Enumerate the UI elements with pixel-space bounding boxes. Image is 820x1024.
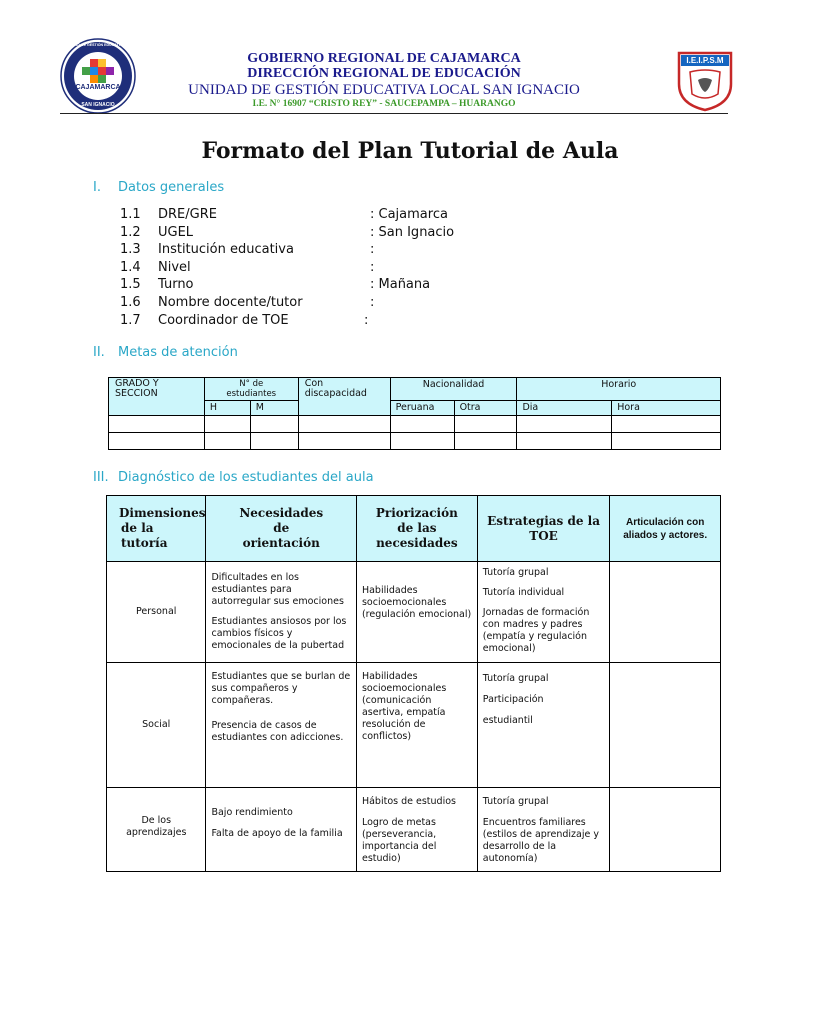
diag-header-priorizacion xyxy=(356,496,477,562)
diag-estrategia-item: Encuentros familiares (estilos de aprendizaje y desarrollo de la autonomía) xyxy=(482,817,599,864)
metas-cell[interactable] xyxy=(517,416,612,433)
datos-num: 1.7 xyxy=(120,313,141,328)
metas-cell[interactable] xyxy=(250,433,298,450)
diag-priorizacion-item: Habilidades socioemocionales (comunicación asertiva, empatía resolución de conflictos) xyxy=(361,671,447,742)
diag-articulacion[interactable] xyxy=(610,788,721,872)
diag-header-line: orientación xyxy=(242,536,320,550)
header-direccion: DIRECCIÓN REGIONAL DE EDUCACIÓN xyxy=(247,66,521,81)
metas-cell[interactable] xyxy=(517,433,612,450)
datos-value: : xyxy=(370,295,375,310)
diag-header-articulacion xyxy=(610,496,721,562)
diag-header-line: Priorización xyxy=(375,506,458,520)
metas-header-dia: Dia xyxy=(517,401,612,416)
metas-header-con-line: discapacidad xyxy=(304,388,367,399)
section-metas xyxy=(93,345,238,360)
diag-priorizacion xyxy=(356,788,477,872)
diag-estrategia-item: Participación xyxy=(482,694,544,705)
diag-estrategias xyxy=(477,562,610,663)
metas-header-hora: Hora xyxy=(612,401,721,416)
datos-label: Institución educativa xyxy=(158,242,294,257)
metas-cell[interactable] xyxy=(454,433,517,450)
datos-label: Turno xyxy=(158,277,194,292)
datos-label: Nombre docente/tutor xyxy=(158,295,303,310)
metas-cell[interactable] xyxy=(612,433,721,450)
section-label: Metas de atención xyxy=(118,345,238,360)
diag-row-personal xyxy=(107,562,721,663)
diag-estrategia-item: Tutoría grupal xyxy=(482,567,549,578)
diag-priorizacion xyxy=(356,562,477,663)
diag-necesidad-item: Estudiantes que se burlan de sus compañeros y compañeras. xyxy=(211,671,351,706)
section-diagnostico xyxy=(93,470,374,485)
metas-cell[interactable] xyxy=(298,416,390,433)
diag-necesidad-item: Falta de apoyo de la familia xyxy=(211,828,343,839)
metas-header-nacionalidad: Nacionalidad xyxy=(390,378,517,401)
metas-cell[interactable] xyxy=(250,416,298,433)
metas-header-num-line: N° de xyxy=(239,379,264,389)
diag-header-necesidades xyxy=(206,496,357,562)
diag-header-line: tutoría xyxy=(121,536,168,550)
metas-cell[interactable] xyxy=(298,433,390,450)
diag-dimension-label: De los xyxy=(141,814,172,826)
ugel-logo-bottom-text: SAN IGNACIO xyxy=(81,102,115,108)
diag-row-aprendizajes xyxy=(107,788,721,872)
diag-estrategia-item: Tutoría grupal xyxy=(482,796,549,807)
metas-header-horario: Horario xyxy=(517,378,721,401)
diag-articulacion[interactable] xyxy=(610,562,721,663)
diag-estrategias xyxy=(477,663,610,788)
metas-header-h: H xyxy=(204,401,250,416)
datos-value: : Mañana xyxy=(370,277,431,292)
datos-label: Coordinador de TOE xyxy=(158,313,289,328)
metas-table xyxy=(108,377,721,450)
diag-header-line: de las xyxy=(397,521,437,535)
diag-estrategias xyxy=(477,788,610,872)
datos-num: 1.1 xyxy=(120,207,141,222)
diag-necesidad-item: Bajo rendimiento xyxy=(211,807,293,818)
section-datos-generales xyxy=(93,180,224,195)
diag-estrategia-item: Tutoría grupal xyxy=(482,673,549,684)
datos-num: 1.2 xyxy=(120,225,141,240)
header-ugel: UNIDAD DE GESTIÓN EDUCATIVA LOCAL SAN IGNACIO xyxy=(188,82,580,98)
metas-header-otra: Otra xyxy=(454,401,517,416)
metas-header-grado-line: SECCION xyxy=(115,388,158,399)
datos-value: : xyxy=(370,242,375,257)
section-label: Datos generales xyxy=(118,180,225,195)
diag-priorizacion-item: Habilidades socioemocionales (regulación emocional) xyxy=(361,585,472,620)
diagnostico-table xyxy=(106,495,721,872)
diag-dimension xyxy=(107,663,206,788)
ugel-logo-text: CAJAMARCA xyxy=(75,84,121,91)
diag-header-line: Dimensiones xyxy=(119,506,206,520)
diag-necesidad-item: Dificultades en los estudiantes para autorregular sus emociones xyxy=(211,572,344,607)
diag-dimension-label: Personal xyxy=(136,606,177,617)
diag-header-line: Estrategias de la xyxy=(487,513,601,528)
diag-necesidad-item: Estudiantes ansiosos por los cambios físicos y emocionales de la pubertad xyxy=(211,616,347,651)
metas-header-con-line: Con xyxy=(304,378,324,389)
datos-label: DRE/GRE xyxy=(158,207,217,222)
diag-dimension xyxy=(107,562,206,663)
diag-row-social xyxy=(107,663,721,788)
diag-estrategia-item: Tutoría individual xyxy=(482,587,565,598)
datos-label: Nivel xyxy=(158,260,191,275)
diag-priorizacion-item: Hábitos de estudios xyxy=(361,796,456,807)
school-crest-text: I.E.I.P.S.M xyxy=(686,56,724,65)
metas-header-grado-line: GRADO Y xyxy=(115,378,159,389)
metas-cell[interactable] xyxy=(390,433,454,450)
datos-value: : Cajamarca xyxy=(370,207,448,222)
diag-header-dimensiones xyxy=(107,496,206,562)
metas-cell[interactable] xyxy=(204,416,250,433)
datos-value: : xyxy=(370,260,375,275)
metas-header-grado xyxy=(109,378,205,416)
metas-cell[interactable] xyxy=(109,416,205,433)
datos-num: 1.6 xyxy=(120,295,141,310)
section-number: III. xyxy=(93,470,109,485)
metas-cell[interactable] xyxy=(204,433,250,450)
diag-articulacion[interactable] xyxy=(610,663,721,788)
diag-dimension xyxy=(107,788,206,872)
metas-header-num-estudiantes xyxy=(204,378,298,401)
metas-empty-row xyxy=(109,416,721,433)
metas-cell[interactable] xyxy=(109,433,205,450)
section-label: Diagnóstico de los estudiantes del aula xyxy=(118,470,374,485)
metas-empty-row xyxy=(109,433,721,450)
diag-header-line: aliados y actores. xyxy=(623,529,708,541)
diag-necesidad-item: Presencia de casos de estudiantes con adicciones. xyxy=(211,720,344,743)
diag-header-line: Necesidades xyxy=(239,506,324,520)
diag-header-estrategias xyxy=(477,496,610,562)
datos-value: : xyxy=(364,313,369,328)
metas-cell[interactable] xyxy=(390,416,454,433)
header-institution: I.E. N° 16907 “CRISTO REY” - SAUCEPAMPA – HUARANGO xyxy=(252,99,516,109)
diag-necesidades xyxy=(206,788,357,872)
diag-header-line: necesidades xyxy=(376,536,458,550)
header-gobierno: GOBIERNO REGIONAL DE CAJAMARCA xyxy=(247,51,521,66)
diag-header-line: de xyxy=(273,521,290,535)
metas-cell[interactable] xyxy=(454,416,517,433)
diag-header-line: Articulación con xyxy=(625,516,705,528)
diag-priorizacion xyxy=(356,663,477,788)
diag-priorizacion-item: Logro de metas (perseverancia, importancia del estudio) xyxy=(361,817,437,864)
metas-cell[interactable] xyxy=(612,416,721,433)
page-title: Formato del Plan Tutorial de Aula xyxy=(201,138,619,164)
diag-dimension-label: aprendizajes xyxy=(126,826,187,838)
diag-header-line: de la xyxy=(121,521,154,535)
datos-num: 1.5 xyxy=(120,277,141,292)
header-divider xyxy=(60,113,728,114)
datos-num: 1.4 xyxy=(120,260,141,275)
diag-necesidades xyxy=(206,663,357,788)
metas-header-num-line: estudiantes xyxy=(226,389,277,399)
metas-header-discapacidad xyxy=(298,378,390,416)
datos-label: UGEL xyxy=(158,225,194,240)
diag-dimension-label: Social xyxy=(142,719,171,730)
metas-header-peruana: Peruana xyxy=(390,401,454,416)
section-number: II. xyxy=(93,345,105,360)
diag-estrategia-item: Jornadas de formación con madres y padres (empatía y regulación emocional) xyxy=(482,607,590,654)
datos-value: : San Ignacio xyxy=(370,225,455,240)
section-number: I. xyxy=(93,180,101,195)
ugel-logo-ring-text: UNIDAD DE GESTIÓN EDUCATIVA LOCAL xyxy=(66,43,138,47)
metas-header-m: M xyxy=(250,401,298,416)
datos-num: 1.3 xyxy=(120,242,141,257)
diag-header-line: TOE xyxy=(529,528,558,543)
diag-estrategia-item: estudiantil xyxy=(482,715,533,726)
diag-necesidades xyxy=(206,562,357,663)
